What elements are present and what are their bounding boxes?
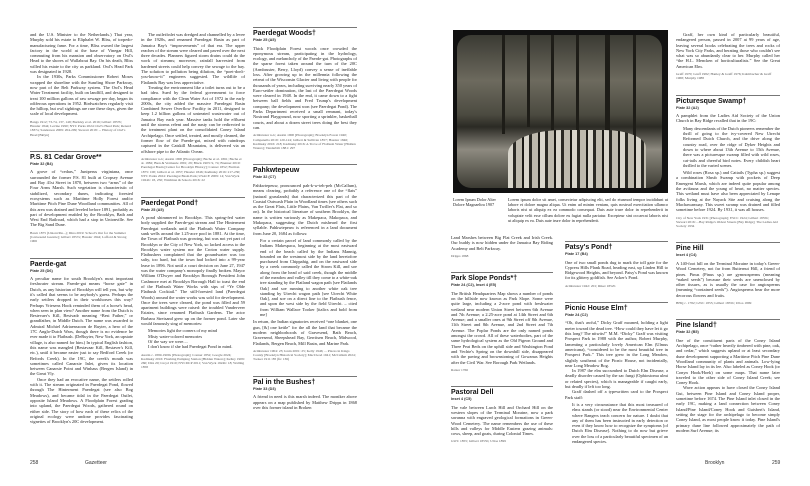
photo-image (457, 35, 662, 188)
entry-plate-reference: Plate 32 (B4) (30, 161, 53, 166)
entry-title: Patsy's Pond† (565, 244, 613, 251)
entry-paragraph: Land Marshes between Big Flat Creek and Irish Creek. Our buddy is now hidden under the Jamaica Bay Riding Academy and Belt Parkway. (451, 235, 553, 251)
left-page-column-2 (141, 32, 245, 370)
entry-paragraph: A pond shimmered in Brooklyn. This spring-fed water body supplied the Paerde-gat stream and The Hinterment Paerdegat wetlands until the Flatbush Water Company sank wells around the 1.25-acre pool in 1881. At the time, the Town of Flatbush was growing, but was not yet part of Brooklyn or the City of New York, so lacked access to the Brooklyn water system nor the Croton water supply. Flatbushers complained that the groundwater was too salty, too hard, but the town had locked into a 99-year lease in 1896. Not until a court decision on June 27, 1947 was the water company's monopoly finally broken. Mayor William O'Dwyer and Brooklyn Borough President John Cashmore met at Brooklyn Borough Hall to toast the end of the Flatbush Water Works with sips of “Ye Olde Flatbush Cocktail.” The still-forested land (Paerdegat Woods) around the water works was sold for development. Once the trees were cleared, the pond was filled and 59 apartment buildings were raised: the troubled Vanderveer Estates, since renamed Flatbush Gardens. The actor Barbara Streisand grew up on the former pond. Later she would famously sing of memories: (141, 215, 245, 327)
song-lyrics (148, 328, 245, 349)
entry-title: Picnic House Elm† (565, 304, 628, 312)
block-quote: For a certain parcel of land commonly called by the Indians Makespaca, beginning at the most eastward end of the beach called by the Indians Mannig, bounded on the westmost side by the land heretofore purchased from Chippahig, and on the eastward side by a creek commonly called the Strom Kill, and soe along from the head of said creek, though the middle of the meadow and valley till they come to a white-oak tree standing by the Flatland wagon path [see Flatlands Oak] and soe running to another white oak tree standing by Utrecht wagon path [see Utrecht White Oak], and soe on a direct line to the Flatbush fence, and upon the west side by the field Utrecht. – cited from William Wallace Tooker [italics and bold from me] (260, 237, 357, 318)
photo-caption-title: Lorem Ipsum Dolor Alter Dolore Magnaeltra 1907 (453, 197, 496, 208)
entry-plate-reference: Plate 25 (A5) (253, 38, 276, 42)
entry-header (30, 151, 133, 167)
entry-title: Paerdegat Pond† (141, 199, 199, 207)
entry-paragraph: In return, the Indian signatories received “one blanket, one gun, [&] one kettle” for the all the land that became the modern neighborhoods of Gravesend, Bath Beach, Gravesend, Sheepshead Bay, Gerritsen Beach, Midwood, Flatlands, Bergen Beach, Mill Basin, and Marine Park. (253, 319, 357, 346)
entry-header (253, 164, 357, 180)
right-page-column-3 (676, 32, 780, 433)
entry-plate-reference: Inset 4 (C5) (451, 397, 472, 402)
entry-plate-reference: Plate 25 (A5) (141, 207, 164, 212)
entry-paragraph: and the U.S. Minister to the Netherlands.) That year, Murphy sold his estate to Eliphalet W. Bliss, of torpedo-manufacturing fame. For a time, Bliss owned the largest factory in the world at the base of Vinegar Hill, commuting from his mansion and observatory on Owl's Head to the shores of Wallabout Bay. On his death, Bliss willed his estate to the city as parkland. Owl's Head Park was designated in 1928. (30, 32, 133, 75)
entry-references: Armbruster n.d.; Austin 1900 [Photograph]; Bache et al. 1861; Bache et al. 1882; Bien & Vermeule 1891; 29; Black 1903: 9, 74; Brenner 2019: Paerdegat Basin [Center for Brooklyn History]; Conner 1852; Furman 1875: 100; Gilbert et al. 1857; Hassler 1846; Kadinsky 2016: 217-230; NYC Parks 2024: Paerdegat Basin Park; USACE 2009: 14; Van Wyck 1924b: 18, 250; Waldman & Sokolo 2016: 22 (141, 156, 242, 183)
entry-header (676, 242, 780, 258)
entry-references: Armbruster 1904: 23; Ionin 2001: 25; Kelly 1946; ... Places in Kings County [Brooklyn Historical Society]; MacCleod 1941; McCallum 2024; Tooker 1911: 88 (fn: 136) (253, 348, 356, 362)
entry-title: Pine Island† (676, 322, 717, 330)
entry-references: Ratzer 1766 (451, 367, 469, 372)
entry-plate-reference: Plate 25 (D6) (30, 268, 53, 273)
entry-references: Graff 1970; Graff 1982; Hanley & Graff 1976; Kalmbacher & Graff 1968; Murphy 1988 (676, 72, 772, 81)
photo-caption-text: Lorem ipsum dolor sit amet, consectetur adipiscing elit, sed do eiusmod tempor incididunt ut labore et dolore magna aliqua. Ut enim ad minim veniam, quis nostrud exercitation ullamco laboris nisi ut aliquip ex ea commodo consequat. Duis aute irure dolor in reprehenderit in voluptate velit esse cillum dolore eu fugiat nulla pariatur. Excepteur sint occaecat laboris nisi ut aliquip ex ea. Duis aute irure dolor in reprehenderit. (508, 197, 668, 223)
entry-paragraph: The outlet/inlet was dredged and channelled by a levee in the 1920s, and renamed Paerdegat Basin as part of Jamaica Bay's “improvements” of that era. The upper reaches of the stream were cleared and paved over the next three decades. Planners figured storm drains could do the work of streams; moreover, rainfall harvested from hardened streets could help convey the sewage to the bay. The solution to pollution being dilution, the “poet-don't-you-know-it” engineers suggested. The wildlife of Flatlands Bay was less appreciative. (141, 32, 245, 85)
entry-paragraph: In the 1930s, Parks Commissioner Robert Moses wrapped the shoreline with the Sunrling Shore Parkway, now part of the Belt Parkway system. The Owl's Head Water Treatment facility, built on landfill, and designed to treat 100 million gallons of raw sewage per day, began its odiferous operations in 1952. Birdwatchers regularly visit the hilltop, but owl sightings are rare these days, given the scale of local development. (30, 74, 133, 117)
entry-title: Pine Hill (676, 245, 704, 253)
entry-header (451, 272, 553, 288)
lyric-line: Misty water-colored memories (148, 333, 203, 339)
lyric-line: Memories light the corners of my mind (148, 328, 218, 334)
entry-header (451, 386, 553, 402)
entry-paragraph: The British Headquarters Map shows a number of ponds on the hillside now known as Park Slope. Some were quite large, including a 2-acre pond with freshwater wetland near modern Union Street between 6th Avenue and 7th Avenue; a 2.25-acre pond at 14th Street and 6th Avenue; and a smaller ones at 9th Street off 8th Avenue, 11th Street and 8th Avenue, and 2nd Street and 7th Avenue. The Poplar Ponds are the only named ponds amongst the crowd. All of these waterbodies, part of the same hydrological system as the Old Pigeon Ground and Three Peat Beds on the uphill side and Washington Pond and Vechte's Spring on the downhill side, disappeared with the paving and brownstoning of Gowanus Heights after the Civil War. See Borough Park Wetlands. (451, 290, 553, 365)
left-page-column-3 (253, 27, 357, 410)
entry-header (141, 197, 245, 213)
entry-references: Armbruster 1942: 201; Riker 1852b (565, 283, 616, 288)
right-page-column-1 (451, 235, 553, 444)
entry-title: P.S. 81 Cedar Grove** (30, 153, 102, 161)
entry-plate-reference: Plate 32 (C7) (253, 175, 276, 180)
right-page-number: 259 (772, 460, 781, 466)
entry-paragraph: Wild roses (Rosa sp.) and Cattails (Typha sp.) suggest a combination Shrub Swamp with pockets of Deep Emergent Marsh, which are indeed quite popular among the avifauna and the young of heart, no matter species. This wetland must have also been appreciated by Lenape folks living at the Nayack Site and cruising along the Machawamuay. This sweet swamp was drained and filled sometime before 1924. By 1931, it was all houses. (676, 170, 780, 213)
entry-plate-reference: Plate 32 (B5) (676, 330, 699, 335)
entry-title: Park Slope Ponds*† (451, 275, 518, 283)
lyric-line: I don't know if she had Paerdegat Pond in mind. (148, 344, 233, 350)
entry-references: Austin c. 1899-1900s [Photograph]; Conner 1852; Google 2024; Kadinsky 2016: Flushing Pumping Station [Hidden Waters]; Kelley 1909: 260; Ditz 20; Lloyd 1910; NYCDCP 2011; Van Wyck 1924b: 18; Walling 1858 (141, 352, 245, 370)
entry-paragraph: Treating the environment like a toilet turns out to be a bad idea. Sued by the federal government to force compliance with the Clean Water Act of 1972 in the early 2000s, the city added the massive Paerdegat Basin Combined Sewer Overflow Facility in 2011, designed to keep 1.2 billion gallons of untreated wastewater out of Jamaica Bay each year. Massive tanks hold the effluent until the storms relent and the nasty can be redirected to the treatment plant on the consolidated Coney Island Archipelago. Once settled, treated, and mostly cleaned, the former flow of the Paerde-gat, mixed with raindrops captured in the Catskill Mountains, is delivered via an offshore pipe to the Atlantic Ocean. (141, 84, 245, 154)
entry-header (30, 258, 133, 274)
lyric-line: Of the way we were.... (148, 338, 188, 344)
entry-title: Pal in the Bushes† (253, 378, 316, 386)
entry-title: Pastoral Dell (451, 389, 494, 397)
entry-header (676, 95, 780, 111)
entry-title: Picturesque Swamp† (676, 97, 747, 105)
entry-references: Dripps 1868 (451, 253, 469, 258)
entry-paragraph: A friend in need is this marsh indeed. The moniker above appears on a map published by Matthew Dripps in 1868 over this former island in Broken (253, 394, 357, 410)
entry-references: Bangs 1912; 73-74, 137, 149; Buckley et al. 2016; Gilbert 1857b; Hassler 1844; Levine 1990; NYC Parks 2024: Owl's Head Park; Renard 1837a; Sanderson 2009: 204-209; Stewart 2018: ... History of Owl's Head [Bklyn] (30, 119, 131, 137)
entry-references: Armbruster n.d.; Austin 1900 [Photograph]; Brooklyn Forest 1940; Campanella 2019: 120-124; Gilbert & Sullivan 1857; Hassler 1846; Kadinsky 2016: 218; Kadinsky 2016: A Trove of Flatbush Water [Hidden Waters]; Vanderbilt 1881: 297 (253, 133, 356, 151)
entry-header (565, 241, 668, 257)
entry-title: Paerdegat Woods† (253, 30, 316, 37)
entry-header (565, 302, 668, 318)
entry-plate-reference: Plate 24 (C2), Inset 4 (E5) (451, 283, 497, 288)
entry-header (676, 319, 780, 335)
entry-paragraph: Pahkwtepeuw, pronounced pah-k-w-teh-peh (McCallum), means clearing, probably a reference one of the “flats” (natural grasslands) that characterized this part of the Coastal Outwash Plain in Woodland times (see others such as the Great Flats, Little Plains, Van Twiller's Flat, and so on). In the historical literature of southern Brooklyn, the name is written variously as Makepaca, Makopaca, and Makopaca, suggesting the Dutch misheard the first syllable. Pahkwtepeuw is referenced in a land document from June 20, 1684 as follows: (253, 182, 357, 236)
entry-references: GWC 1855; Gilbert 1855b; Ulloa 1899 (451, 439, 506, 444)
entry-paragraph: A 140-foot hill on the Terminal Moraine in today's Green-Wood Cemetery, not far from Butternut Hill, a friend of pines. Pinus (Pinus sp.) are gymnosperms (meaning “naked seeds”) because their seeds are unenclosed by other tissues, as is usually the case for angiosperms (meaning “contained seeds”). Angiosperms bear the more decorous flowers and fruits. (676, 260, 780, 298)
entry-plate-reference: Plate 24 (C2) (565, 312, 588, 317)
entry-paragraph: One of the constituent parts of the Coney Island Archipelago, once “rather heavily timbered with pine, oak, and cedar,” which suggests upland or at least secondary dune development supporting a Maritime Pitch Pine Dune Woodland community of plants and animals. Low-lying Horse Island lay in its lee. Also labeled as Coney Hook (or Conyn Hook/Hoek) on some maps. That name later traveled to the other side of Coney Island Creek; see Coney Hook. (676, 337, 780, 386)
entry-plate-reference: Plate 17 (B4) (565, 252, 588, 256)
right-running-head: Brooklyn (705, 460, 725, 466)
entry-paragraph: In 1987 the elm succumbed to Dutch Elm Disease, a deadly disorder caused by the sac fungi (Ophiostoma ulmi or related species), which is manageable if caught early, but deadly if left too long. (565, 368, 668, 390)
left-running-head: Gazetteer (85, 460, 107, 466)
entry-header (253, 376, 357, 392)
entry-references: City of New York 1931 [Photograph]; ESCC 1924; Gilbert 1855b; Stewart 2016: ...Bay Ridge's Oldest Streets [Bay Ridge]; The Ladies Aid Society 1934 (676, 215, 778, 229)
entry-plate-reference: Plate 32 (A2) (676, 105, 699, 110)
block-quote: It is a very circumstance that this most treasured of elms stands (or stood) near the Environmental Center where Rangers teach concern for nature. I doubt that any of them has been instructed in early detection or even if they know how to recognize the symptoms [of Dutch Elm Disease]. Nothing to do now but grieve over the loss of a particularly beautiful specimen of an endangered species. (572, 401, 668, 445)
pond-photograph (453, 30, 668, 193)
entry-title: Paerde-gat (30, 260, 67, 268)
left-page-number: 258 (30, 460, 39, 466)
entry-paragraph: Wave action appears to have closed the Coney Island Gut, between Pine Island and Coney Island proper, sometime before 1674. The Pine Island inlet closed in the early 19C, making a land connection between Coney Island/Pine Island/Coney Hook and Guisbert's Island, setting the stage for the archipelago to become simply Coney Island, as most people know it today. Pine Island's primary dune line followed approximately the path of modern Surf Avenue; its (676, 385, 780, 433)
right-page-column-2 (565, 227, 668, 446)
entry-plate-reference: Plate 33 (D3) (253, 386, 276, 391)
entry-paragraph: The vale between Larch Hill and Orchard Hill on the western slopes of the Terminal Moraine, now a park savanna with engraved geological formations in Green-Wood Cemetery. The name remembers the use of these hills and valleys for Middle Eastern grazing animals: cows, sheep, and goats, during Colonial Times. (451, 404, 553, 437)
entry-references: Bawn 1875 (Unionville...); Dina 2019: School's Out for the Summer [Gravesend Gazette]; Gilbert 1857a; Hassler 1844; Lafford & Strong 1906 (30, 230, 127, 244)
entry-paragraph: One of two small ponds dug to mark the toll gate for the Cypress Hills Plank Road, heading east, up Linden Hill to Ridgewood Heights, and beyond. Patsy's Pond was known for its glittery goldfish. See Acker's Pond. (565, 259, 668, 281)
entry-plate-reference: Inset 4 (C4) (676, 253, 697, 258)
entry-paragraph: A peculiar name for south Brooklyn's most important freshwater stream. Paerde-gat means “horse gate” in Dutch, as any historian of Brooklyn will tell you, but why it's called that seems to be anybody's guess. Perhaps the early settlers dropped in their workhorses this way? Perhaps Vriesens Hook reminded them of a horse's head, when seen in plan view? Another name from the Dutch is Bestevaer's Kill, Bestvadr meaning “Best Father,” or grandfather, in Middle Dutch. The name was awarded to Admiral Michiel Adriaenszoon de Ruyter, a hero of the 17C Anglo-Dutch Wars, though there is no evidence he ever made it to Flatbush. (DeRuyter, New York, an upstate village, is also named for him.) In typical English fashion, this name was mangled (Bestavaar Kill, Bestaver's Kill, etc.), until it became easier just to say Bedford Creek (or Befords Creek). In the 19C, the creek's mouth was sometimes called Canarsie Inlet, given its location between Canarsie Point and Winhass (Bergen Island) in the Great Vly. (30, 276, 133, 377)
entry-paragraph: A grove of “cedars,” Juniperus virginiana, once surrounded the former P.S. 81 built at Cropsey Avenue and Bay 41st Street in 1870, between two “arms” of the Four Arms Marsh. Such vegetation is characteristic of stabilized, secondary dunes, indicating forested ecosystems such as Maritime Holly Forest and/or Maritime Pitch Pine Dune Woodland communities. All of this area was drained and leveled before 1891, probably as part of development enabled by the Brooklyn, Bath and West End Railroad, which had a stop in Unionville. See The Big Sand Dune. (30, 169, 133, 228)
entry-paragraph: Thick Floodplain Forest woods once crowded the eponymous stream, participating in the hydrology, ecology, and melancholy of the Paerde-gat. Photographs of the sparse forest taken around the turn of the 20C (Armbruster, Berry, Lloyd) convey a sense of ineffable loss. After growing up in the millennia following the retreat of the Wisconsin Glacier and living with people for thousands of years, including surviving nearly 350 years of Euro-settler domination, the last of the Paerdegat Woods were cleared in 1948. In the end, it came down to a fight between ball fields and Fred Trump's development company; the development won (see Paerdegat Pond). The Parks Department received a small remnant, today's Nostrand Playground, now sporting a sprinkler, basketball courts, and about a dozen street trees doing the best they can. (253, 45, 358, 130)
entry-paragraph: A pamphlet from the Ladies Aid Society of the Union Church in Bay Ridge recalled that in the 19C: (676, 113, 780, 124)
entry-references: BHQ c. 1782; GWC 1855; Gilbert 1855b; Ulloa 1899 (676, 300, 752, 305)
entry-header (253, 27, 357, 43)
entry-paragraph: “Oh, that's awful,” Dicky Graff moaned, holding a light meter toward the dead tree. “How could they have let it go this long? The nitwits!” M.M. “Dicky” Graff was visiting Prospect Park in 1988 with the author, Robert Murphy, lamenting a particularly lovely American Elm (Ulmus americana), “considered to be the most beautiful tree in Prospect Park.” This tree grew in the Long Meadow, slightly southeast of the Picnic House, not incidentally, near Long Meadow Bog. (565, 320, 668, 368)
entry-paragraph: Graff dashed off a typewritten card to the Prospect Park staff: (565, 389, 668, 400)
entry-paragraph: Graff, her own kind of particularly beautiful, endangered person, passed in 2007 at 99 years of age, leaving several books celebrating the trees and rocks of New York City Parks, and berating those who couldn't see what was so abundantly clear to her. Murphy called her “the H.L. Mencken of horticulturalists.” See the Great American Elm. (676, 32, 780, 69)
block-quote: Many descendants of the Dutch pioneers remember the thrill of going to the ivy-covered New Utrecht Reformed Dutch Church, and the drive along the country road, over the ridge of Dyker Heights and down to where about 13th Avenue to 15th Avenue, there was a picturesque swamp filled with wild roses, cat-tails and cheerful bird notes. Every childish heart thrilled to the varied scenes. (683, 125, 780, 168)
entry-paragraph: Once they had an evocative name, the settlers rolled with it. The stream originated in Paerdegat Pond, flowed through The Hinterment Paerdegat (see also Bog Meadows), and became tidal in the Paerdegat Outlet, opposite Island Meadows. A Floodplain Forest grading into upland, the Paerdegat Woods, gathered round on either side. The story of how each of these relics of the original ecology were undone provides fascinating vignettes of Brooklyn's 20C development. (30, 376, 133, 425)
entry-title: Pahkwtepeuw (253, 167, 300, 175)
left-page-column-1 (30, 32, 133, 424)
